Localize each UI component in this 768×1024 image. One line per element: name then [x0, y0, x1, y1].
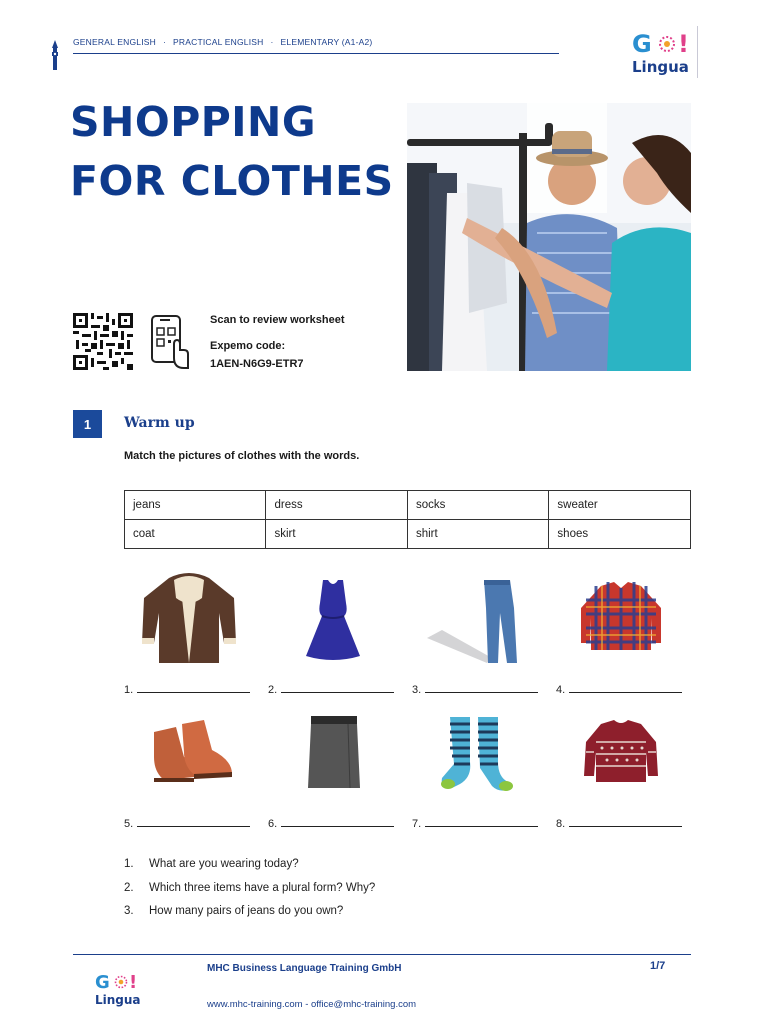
- jeans-icon: [412, 568, 542, 668]
- breadcrumb: GENERAL ENGLISH · PRACTICAL ENGLISH · ELEMENTARY (A1-A2): [73, 37, 373, 47]
- table-row: [125, 520, 691, 549]
- shirt-icon: [556, 568, 686, 668]
- word-table: [124, 490, 691, 549]
- sweater-icon: [556, 702, 686, 802]
- table-cell: socks: [407, 491, 548, 520]
- table-cell: shirt: [407, 520, 548, 549]
- list-item: 1. What are you wearing today?: [124, 858, 299, 870]
- logo-divider: [697, 26, 698, 78]
- section-number: 1: [73, 410, 102, 438]
- email-link[interactable]: office@mhc-training.com: [311, 999, 417, 1010]
- footer-contact: www.mhc-training.com - office@mhc-training.com: [207, 999, 417, 1010]
- skirt-icon: [268, 702, 398, 802]
- qr-code[interactable]: [73, 313, 133, 370]
- svg-text:!: !: [129, 972, 138, 993]
- svg-text:Lingua: Lingua: [95, 993, 141, 1007]
- shoes-icon: [124, 702, 254, 802]
- hero-photo: [407, 103, 691, 371]
- answer-blank[interactable]: 5.: [124, 816, 250, 830]
- answer-blank[interactable]: 4.: [556, 682, 682, 696]
- answer-blank[interactable]: 3.: [412, 682, 538, 696]
- svg-text:!: !: [678, 30, 689, 58]
- breadcrumb-item[interactable]: PRACTICAL ENGLISH: [173, 37, 264, 47]
- list-item: 2. Which three items have a plural form? Why?: [124, 881, 376, 894]
- big-ben-icon: [50, 40, 60, 70]
- answer-blank[interactable]: 6.: [268, 816, 394, 830]
- website-link[interactable]: www.mhc-training.com: [207, 999, 303, 1010]
- footer-divider: [73, 954, 691, 955]
- expemo-code: 1AEN-N6G9-ETR7: [210, 358, 304, 370]
- table-row: [125, 491, 691, 520]
- phone-scan-icon: [150, 314, 190, 370]
- table-cell: skirt: [266, 520, 407, 549]
- qr-info: [210, 311, 345, 373]
- answer-blank[interactable]: 7.: [412, 816, 538, 830]
- title-line-2: FOR CLOTHES: [70, 157, 394, 205]
- section-title: Warm up: [124, 415, 195, 431]
- breadcrumb-item[interactable]: ELEMENTARY (A1-A2): [280, 37, 373, 47]
- answer-blank[interactable]: 1.: [124, 682, 250, 696]
- svg-text:Lingua: Lingua: [632, 58, 689, 76]
- answer-blank[interactable]: 2.: [268, 682, 394, 696]
- answer-blank[interactable]: 8.: [556, 816, 682, 830]
- table-cell: dress: [266, 491, 407, 520]
- list-item: 3. How many pairs of jeans do you own?: [124, 905, 344, 917]
- page-title: [70, 93, 394, 211]
- header-divider: [73, 53, 559, 54]
- breadcrumb-item[interactable]: GENERAL ENGLISH: [73, 37, 156, 47]
- table-cell: jeans: [125, 491, 266, 520]
- go-lingua-logo: [630, 28, 700, 76]
- code-label: Expemo code:: [210, 340, 286, 352]
- question-list: [124, 858, 375, 929]
- coat-icon: [124, 568, 254, 668]
- table-cell: shoes: [549, 520, 691, 549]
- svg-text:G: G: [95, 972, 110, 993]
- instruction: Match the pictures of clothes with the words.: [124, 450, 360, 462]
- socks-icon: [412, 702, 542, 802]
- footer-company: MHC Business Language Training GmbH: [207, 963, 402, 974]
- svg-text:G: G: [632, 30, 652, 58]
- table-cell: sweater: [549, 491, 691, 520]
- title-line-1: SHOPPING: [70, 98, 317, 146]
- dress-icon: [268, 568, 398, 668]
- table-cell: coat: [125, 520, 266, 549]
- scan-label: Scan to review worksheet: [210, 314, 345, 326]
- go-lingua-logo-footer: [92, 970, 148, 1010]
- page-number: 1/7: [650, 960, 666, 972]
